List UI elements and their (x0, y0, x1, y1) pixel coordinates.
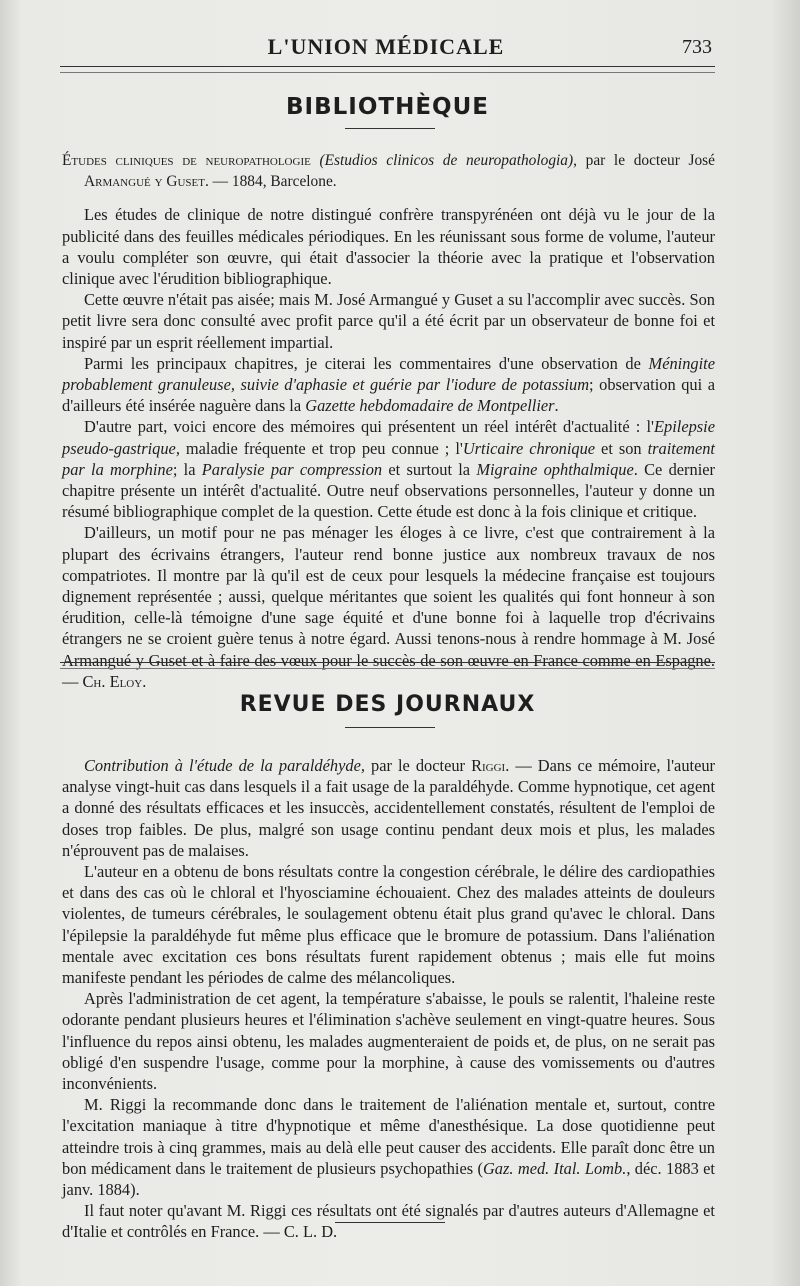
book-reference (62, 150, 715, 192)
paragraph: Cette œuvre n'était pas aisée; mais M. José Armangué y Guset a su l'accomplir avec succès. Son petit livre sera donc consulté avec profit parce qu'il a été écrit par un observateur de bonne foi et inspiré par un esprit réellement impartial. (62, 290, 715, 352)
text: par le docteur (364, 756, 472, 775)
paragraph: Les études de clinique de notre distingué confrère transpyrénéen ont déjà vu le jour de la publicité dans des feuilles médicales périodiques. En les réunissant sous forme de volume, l'auteur a voulu compléter son œuvre, qui était d'associer la théorie avec la pratique et l'observation clinique avec l'érudition bibliographique. (62, 205, 715, 289)
section-divider-thin (60, 668, 715, 669)
text: maladie fréquente et trop peu connue ; l' (179, 438, 463, 458)
italic-text: Méningite probablement granuleuse, suivie d'aphasie et guérie par l'iodure de potassium (62, 353, 715, 395)
text: D'autre part, voici encore des mémoires qui présentent un réel intérêt d'actualité : l' (84, 417, 654, 437)
text: . — Dans ce mémoire, l'auteur analyse vingt-huit cas dans lesquels il a fait usage de la paraldéhyde. Comme hypnotique, cet agent a donné des résultats efficaces et les insuccès, accidentellement constatés, résultent de l'emploi de doses trop faibles. De plus, malgré son usage continu pendant deux mois et plus, les malades n'éprouvent pas de malaises. (62, 756, 716, 860)
paragraph (62, 755, 715, 861)
text: ; observation qui a d'ailleurs été insérée naguère dans la (62, 375, 715, 416)
section-title-bibliotheque: BIBLIOTHÈQUE (286, 94, 489, 120)
end-rule (335, 1222, 445, 1223)
reference-translation: (Estudios clinicos de neuropathologia) (319, 152, 574, 169)
journal-citation: Gaz. med. Ital. Lomb. (482, 1158, 627, 1178)
text: M. Riggi la recommande donc dans le traitement de l'aliénation mentale et, surtout, contre l'excitation maniaque à titre d'hypnotique et même d'anesthésique. La dose quotidienne peut atteindre trois à cinq grammes, mais au delà elle peut causer des accidents. Elle paraît donc être un bon médicament dans le traitement de plusieurs psychopathies ( (62, 1095, 715, 1178)
italic-text: Urticaire chronique (462, 438, 596, 458)
author-name: Riggi (471, 756, 506, 775)
section-rule (345, 727, 435, 728)
paragraph (62, 522, 715, 692)
article-title: Contribution à l'étude de la paraldéhyde, (84, 756, 365, 775)
text: . (554, 396, 559, 416)
paragraph (62, 416, 715, 522)
header-rule (60, 66, 715, 67)
bibliotheque-article (62, 150, 715, 692)
text: . (142, 671, 147, 691)
text: Parmi les principaux chapitres, je citerai les commentaires d'une observation de (84, 353, 649, 373)
reference-text: , par le docteur José (573, 152, 715, 169)
text: . Ce dernier chapitre présente un intérêt d'actualité. Outre neuf observations personnelles, l'auteur y donne un résumé bibliographique complet de la question. Cette étude est donc à la fois clinique et critique. (62, 459, 715, 522)
italic-text: Paralysie par compression (201, 459, 383, 479)
italic-text: Epilepsie pseudo-gastrique, (62, 417, 715, 458)
paragraph (62, 1094, 715, 1200)
revue-article (62, 755, 715, 1243)
reference-author: Armangué y Guset (84, 173, 205, 191)
section-title-revue: REVUE DES JOURNAUX (239, 692, 536, 717)
text: ; la (172, 459, 202, 479)
section-divider (60, 662, 715, 663)
paragraph (62, 353, 715, 417)
italic-text: traitement par la morphine (62, 438, 715, 479)
text: et son (595, 438, 648, 458)
text: et surtout la (382, 459, 477, 479)
reference-date: . — 1884, Barcelone. (204, 173, 337, 191)
text: , déc. 1883 et janv. 1884). (62, 1158, 715, 1200)
reference-title: Études cliniques de neuropathologie (62, 152, 311, 169)
text: D'ailleurs, un motif pour ne pas ménager les éloges à ce livre, c'est que contrairement à la plupart des écrivains étrangers, l'auteur rend bonne justice aux nombreux travaux de nos compatriotes. Il montre par là qu'il est de ceux pour lesquels la médecine française est toujours dignement représentée ; aussi, quelque méritantes que soient les qualités qui font honneur à son érudition, celle-là témoigne d'une sage équité et d'une bonne foi à laquelle trop d'écrivains étrangers ne se croient guère tenus à notre égard. Aussi tenons-nous à rendre hommage à M. José Armangué y Guset et à faire des vœux pour le succès de son œuvre en France comme en Espagne. — (62, 523, 715, 691)
page-header (60, 34, 712, 64)
signature: Ch. Eloy (82, 671, 143, 691)
running-title: L'UNION MÉDICALE (267, 34, 505, 59)
italic-text: Gazette hebdomadaire de Montpellier (305, 396, 555, 416)
paragraph: L'auteur en a obtenu de bons résultats contre la congestion cérébrale, le délire des cardiopathies et dans des cas où le chloral et l'hyosciamine échouaient. Chez des malades atteints de douleurs violentes, de tumeurs cérébrales, le soulagement obtenu était plus grand qu'avec le chloral. Dans l'épilepsie la paraldéhyde fut même plus efficace que le bromure de potassium. Dans l'aliénation mentale avec excitation ces bons résultats furent rapidement obtenus ; mais elle fut moins manifeste pendant les périodes de calme des mélancoliques. (62, 862, 715, 988)
paragraph: Il faut noter qu'avant M. Riggi ces résultats ont été signalés par d'autres auteurs d'Allemagne et d'Italie et contrôlés en France. — C. L. D. (62, 1201, 715, 1242)
header-rule-thin (60, 72, 715, 73)
italic-text: Migraine ophthalmique (476, 459, 634, 479)
paragraph: Après l'administration de cet agent, la température s'abaisse, le pouls se ralentit, l'haleine reste odorante pendant plusieurs heures et l'élimination s'achève seulement en vingt-quatre heures. Sous l'influence du repos ainsi obtenu, les malades augmenteraient de poids et, de plus, on ne serait pas obligé d'en suspendre l'usage, comme pour la morphine, à cause des vomissements ou d'autres inconvénients. (62, 989, 715, 1094)
section-rule (345, 128, 435, 129)
page-number: 733 (682, 36, 712, 58)
